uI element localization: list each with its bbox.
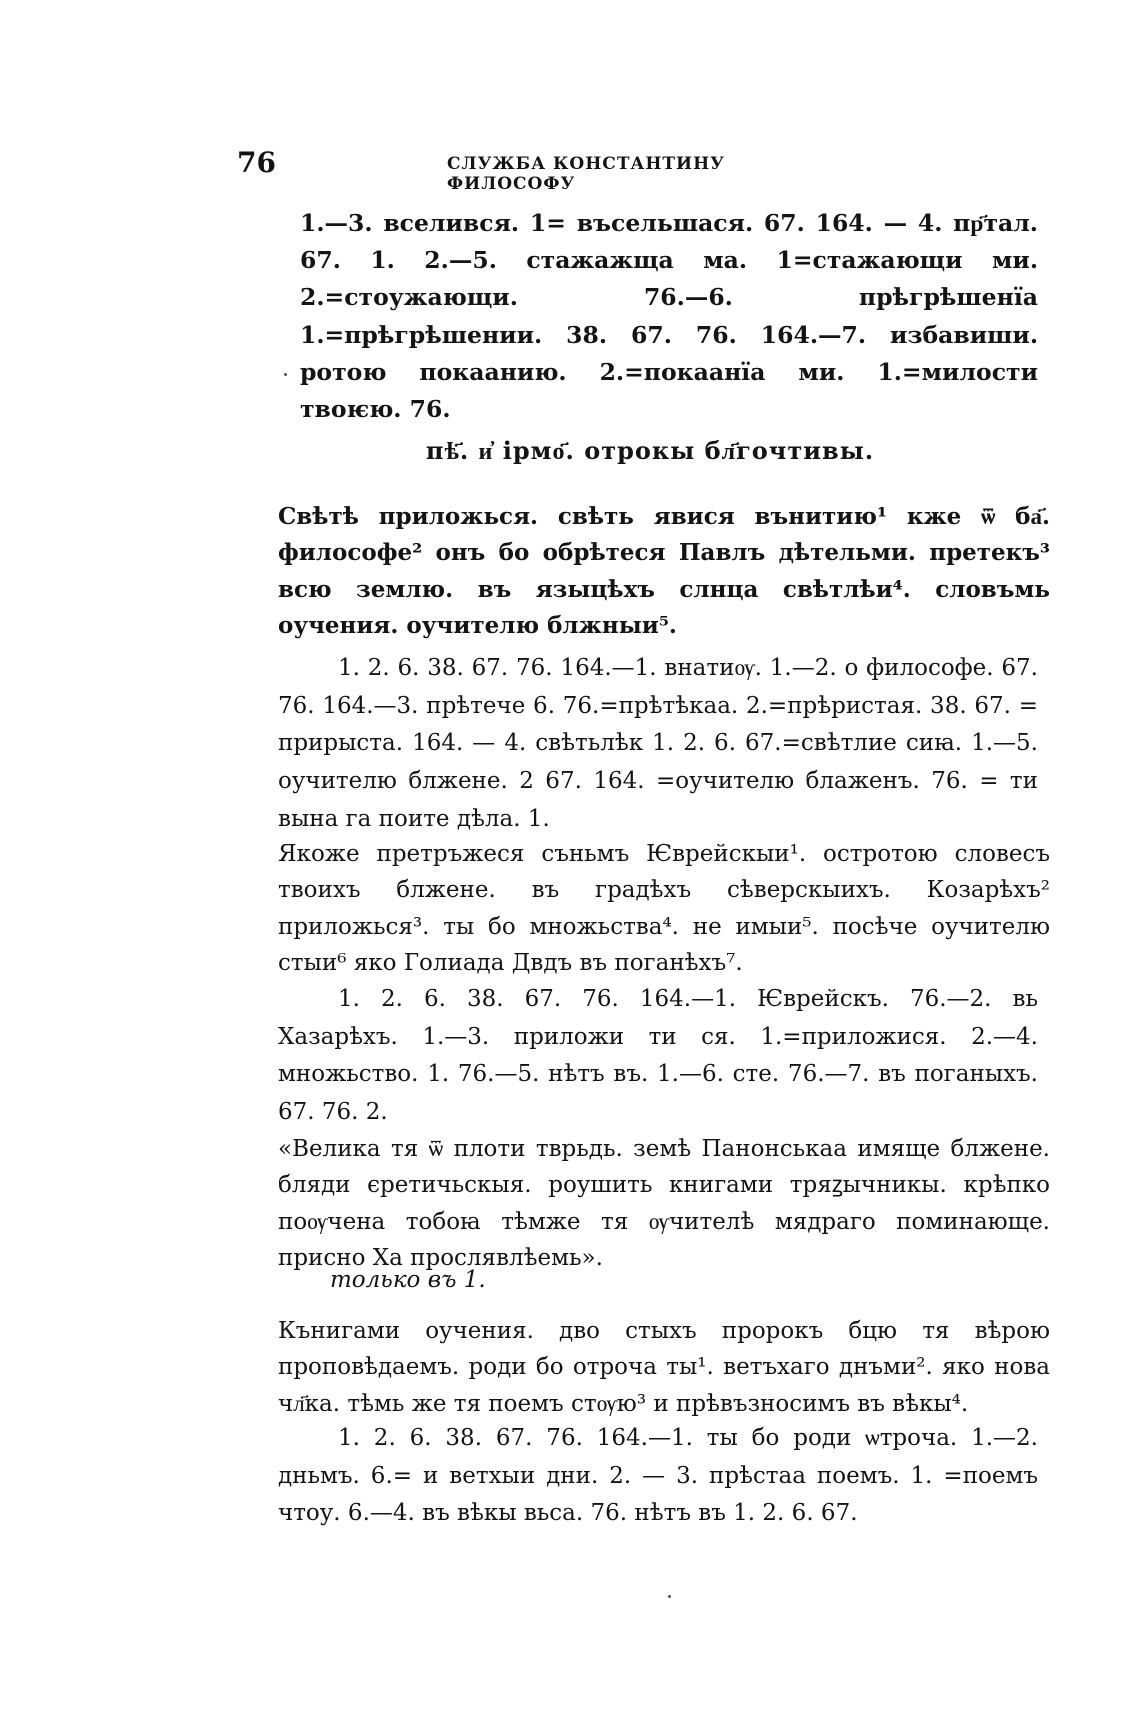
hymn-stanza-2: Якоже претръжеся съньмъ Ѥврейскыи¹. остротою словесъ твоихъ блжене. въ градѣхъ сѣверскыихъ. Козарѣхъ² приложься³. ты бо множьства⁴. не имыи⁵. посѣче оучителю стыи⁶ яко Голиада Двдъ въ поганѣхъ⁷. (278, 841, 1050, 977)
variant-readings-4: 1. 2. 6. 38. 67. 76. 164.—1. ты бо роди ѡтроча. 1.—2. дньмъ. 6.= и ветхыи дни. 2. — 3. прѣстаа поемъ. 1. =поемъ чтоу. 6.—4. въ вѣкы вьса. 76. нѣтъ въ 1. 2. 6. 67. (278, 1425, 1038, 1527)
variant-readings-1: 1. 2. 6. 38. 67. 76. 164.—1. внатиѹ. 1.—2. о философе. 67. 76. 164.—3. прѣтече 6. 76.=прѣтѣкаа. 2.=прѣристая. 38. 67. = прирыста. 164. — 4. свѣтьлѣк 1. 2. 6. 67.=свѣтлие сиꙗ. 1.—5. оучителю блжене. 2 67. 164. =оучителю блаженъ. 76. = ти вына га поите дѣла. 1. (278, 655, 1038, 832)
variant-readings-2: 1. 2. 6. 38. 67. 76. 164.—1. Ѥврейскъ. 76.—2. вь Хазарѣхъ. 1.—3. приложи ти ся. 1.=приложися. 2.—4. множьство. 1. 76.—5. нѣтъ въ. 1.—6. сте. 76.—7. въ поганыхъ. 67. 76. 2. (278, 986, 1038, 1126)
hymn-stanza-1: Свѣтѣ приложься. свѣть явися вънитию¹ кже ѿ ба҃. философе² онъ бо обрѣтеся Павлъ дѣтельми. претекъ³ всю землю. въ языцѣхъ слнца свѣтлѣи⁴. словъмь оучения. оучителю блжныи⁵. (278, 503, 1050, 640)
ode-heading: пѣ҃. и҆ ірмо҃. отрокы бл҃гочтивы. (425, 436, 875, 465)
source-note: только въ 1. (330, 1267, 486, 1293)
running-title: СЛУЖБА КОНСТАНТИНУ ФИЛОСОФУ (447, 154, 725, 194)
page-header (237, 146, 847, 194)
print-speck (668, 1595, 671, 1598)
hymn-stanza-4: Кънигами оучения. дво стыхъ пророкъ бцю тя вѣрою проповѣдаемъ. роди бо отроча ты¹. ветъхаго днъми². яко нова чл҃ка. тѣмь же тя поемъ стѹю³ и прѣвъзносимъ въ вѣкы⁴. (278, 1318, 1050, 1417)
apparatus-notes-top: 1.—3. вселився. 1= въсельшася. 67. 164. — 4. пр҃тал. 67. 1. 2.—5. стажажща ма. 1=стажающи ми. 2.=стоужающи. 76.—6. прѣгрѣшенїа 1.=прѣгрѣшении. 38. 67. 76. 164.—7. избавиши. ротою покаанию. 2.=покаанїа ми. 1.=милости твоѥю. 76. (300, 209, 1038, 424)
print-speck (284, 373, 287, 376)
page-number: 76 (237, 146, 276, 179)
hymn-stanza-3: «Велика тя ѿ плоти тврьдь. земѣ Панонськаа имяще блжене. бляди єретичьскыя. роушить книгами тряꙁычникы. крѣпко поѹчена тобоꙗ тѣмже тя ѹчителѣ мядраго поминающе. присно Ха прослявлѣемь». (278, 1136, 1050, 1272)
